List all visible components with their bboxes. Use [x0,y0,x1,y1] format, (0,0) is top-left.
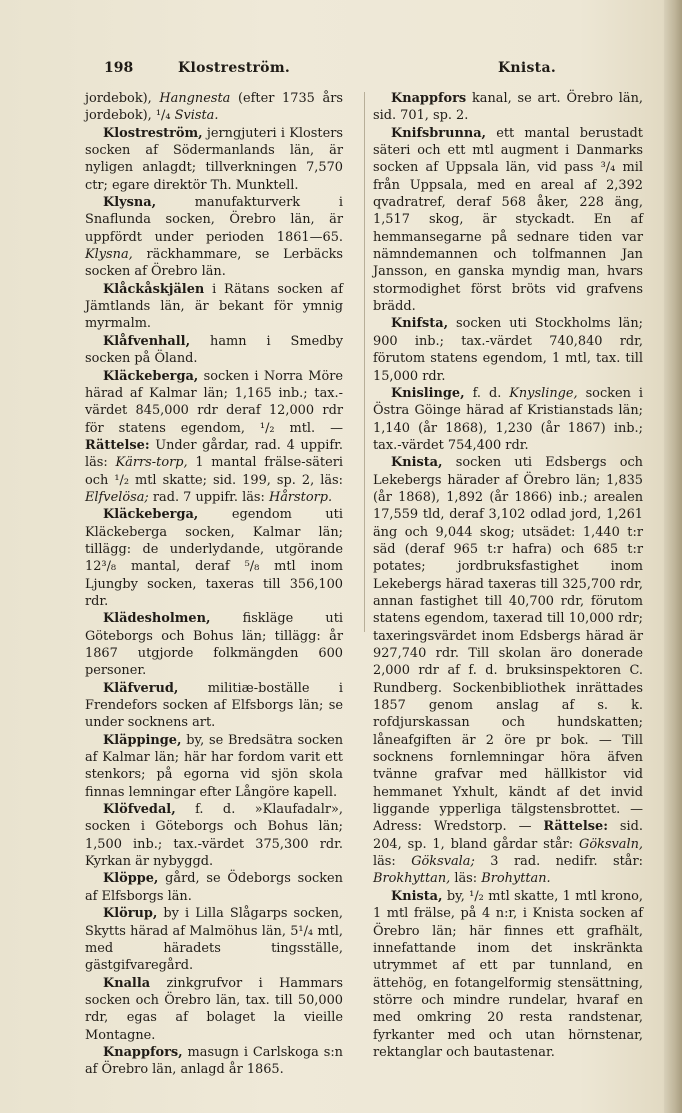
dictionary-entry [85,732,343,801]
entry-headword: Kläckeberga, [103,368,199,384]
dictionary-entry [85,680,343,732]
dictionary-entry [373,315,643,384]
entry-text: 3 rad. nedifr. står: [474,854,643,870]
entry-text: f. d. »Klaufadalr», socken i Göteborgs och Bohus län; 1,500 inb.; tax.-värdet 375,300 rdr. Kyrkan är nybyggd. [85,802,343,870]
entry-text: fiskläge uti Göteborgs och Bohus län; tillägg: år 1867 utgjorde folkmängden 600 personer. [85,611,343,679]
entry-text: militiæ-boställe i Frendefors socken af Elfsborgs län; se under socknens art. [85,680,343,731]
dictionary-entry [85,610,343,679]
entry-text: hamn i Smedby socken på Öland. [85,333,343,367]
entry-text: socken uti Stockholms län; 900 inb.; tax.-värdet 740,840 rdr, förutom statens egendom, 1 mtl, tax. till 15,000 rdr. [373,316,643,384]
entry-headword: Knappfors [391,91,467,106]
entry-text: i Rätans socken af Jämtlands län, är bekant för ymnig myrmalm. [85,281,343,332]
header-left-word: Klostreström. [178,60,291,76]
right-column [373,90,643,1061]
header-right-word: Knista. [497,60,556,76]
italic-term: Kärrs-torp, [115,455,188,471]
dictionary-entry [85,333,343,368]
entry-text: masugn i Carlskoga s:n af Örebro län, anlagd år 1865. [85,1044,343,1078]
entry-text: socken uti Edsbergs och Lekebergs härader af Örebro län; 1,835 (år 1868), 1,892 (år 1866) inb.; arealen 17,559 tld, deraf 3,102 odlad jord, 1,261 äng och 9,044 skog; utsädet: 1,440 t:r säd (deraf 965 t:r hafra) och 685 t:r potates; jordbruksfastighet inom Lekebergs härad taxeras till 325,700 rdr, annan fastighet till 40,700 rdr, förutom statens egendom, taxerad till 10,000 rdr; taxeringsvärdet inom Edsbergs härad är 927,740 rdr. Till skolan äro donerade 2,000 rdr af f. d. bruksinspektoren C. Rundberg. Sockenbibliothek inrättades 1857 genom anslag af s. k. rofdjurskassan och hundskatten; låneafgiften är 2 öre pr bok. — Till socknens fornlemningar höra äfven tvänne grafvar med hällkistor vid hemmanet Yxhult, kändt af det invid liggande ypperliga tälgstensbrottet. — Adress: Wredstorp. — [373,455,643,835]
bold-term: Rättelse: [543,819,608,835]
entry-headword: Kläckeberga, [103,507,199,523]
entry-text: manufakturverk i Snaflunda socken, Örebro län, är uppfördt under perioden 1861—65. [85,195,343,245]
entry-text: räckhammare, se Lerbäcks socken af Örebro län. [85,247,343,280]
italic-term: Göksvaln, [579,836,643,852]
entry-headword: Klädesholmen, [103,611,211,627]
entry-text: ett mantal berustadt säteri och ett mtl augment i Danmarks socken af Uppsala län, vid pass ³/₄ mil från Uppsala, med en areal af 2,392 qvadratref, deraf 568 åker, 228 äng, 1,517 skog, är styckadt. En af hemmansegarne på sednare tiden var nämndemannen och tolfmannen Jan Jansson, en ganska myndig man, hvars stormodighet först bröts vid grafvens brädd. [373,125,643,315]
entry-text: 1 mantal frälse-säteri och ¹/₂ mtl skatte; sid. 199, sp. 2, läs: [85,455,343,488]
entry-text: f. d. [464,385,510,401]
entry-text: läs: [373,854,412,870]
entry-headword: Knifsbrunna, [391,125,487,141]
dictionary-entry [85,870,343,905]
entry-text: Under gårdar, rad. 4 uppifr. läs: [85,437,343,471]
entry-headword: Klöppe, [103,871,159,887]
entry-text: jordebok), [85,91,160,106]
entry-text: socken i Norra Möre härad af Kalmar län; 1,165 inb.; tax.-värdet 845,000 rdr deraf 12,000 rdr för statens egendom, ¹/₂ mtl. — [85,368,343,436]
entry-headword: Knappfors, [103,1044,183,1060]
dictionary-entry [85,194,343,281]
entry-headword: Knista, [391,455,443,471]
italic-term: Klysna, [85,247,133,263]
entry-headword: Klåckåskjälen [103,281,205,297]
entry-headword: Kläfverud, [103,680,179,696]
entry-headword: Knista, [391,888,443,904]
dictionary-entry [85,801,343,870]
entry-headword: Knislinge, [391,385,465,401]
left-column [85,90,343,1079]
entry-headword: Klöfvedal, [103,802,176,818]
italic-term: Knyslinge, [509,385,578,401]
running-header [104,60,556,82]
dictionary-entry [85,975,343,1044]
dictionary-entry [373,90,643,125]
page-edge [664,0,682,1113]
italic-term: Hårstorp. [268,489,333,505]
entry-text: by i Lilla Slågarps socken, Skytts härad af Malmöhus län, 5¹/₄ mtl, med häradets tingsställe, gästgifvaregård. [85,906,343,974]
italic-term: Göksvala; [411,854,475,870]
dictionary-entry [85,1044,343,1079]
entry-headword: Knalla [103,975,151,991]
dictionary-entry [85,90,343,125]
entry-text: zinkgrufvor i Hammars socken och Örebro län, tax. till 50,000 rdr, egas af bolaget la vieille Montagne. [85,975,343,1043]
dictionary-entry [85,125,343,194]
entry-text: by, se Bredsätra socken af Kalmar län; här har fordom varit ett stenkors; på egorna vid sjön skola finnas lemningar efter Långöre kapell. [85,732,343,800]
entry-headword: Klysna, [103,195,157,211]
entry-text: sid. 204, sp. 1, bland gårdar står: [373,819,644,852]
entry-headword: Kläppinge, [103,732,182,748]
entry-text: by, ¹/₂ mtl skatte, 1 mtl krono, 1 mtl frälse, på 4 n:r, i Knista socken af Örebro län; här finnes ett grafhält, innefattande inom det inskränkta utrymmet af ett par tunnland, en ättehög, en fotangelformig stensättning, större och mindre rundelar, hvaraf en med omkring 20 resta randstenar, fyrkanter med och utan hörnstenar, rektanglar och bautastenar. [373,888,643,1060]
entry-text: gård, se Ödeborgs socken af Elfsborgs län. [85,871,343,904]
italic-term: Elfvelösa; [85,489,149,505]
entry-text: läs: [450,871,482,887]
italic-term: Brokhyttan, [373,871,451,887]
entry-text: rad. 7 uppifr. läs: [148,489,269,505]
entry-text: kanal, se art. Örebro län, sid. 701, sp. 2. [373,91,643,124]
entry-text: egendom uti Kläckeberga socken, Kalmar län; tillägg: de underlydande, utgörande 12³/₈ mantal, deraf ⁵/₈ mtl inom Ljungby socken, taxeras till 356,100 rdr. [85,507,343,609]
dictionary-entry [373,888,643,1061]
dictionary-entry [85,905,343,974]
entry-headword: Knifsta, [391,316,449,332]
entry-text: socken i Östra Göinge härad af Kristianstads län; 1,140 (år 1868), 1,230 (år 1867) inb.; tax.-värdet 754,400 rdr. [373,385,643,453]
bold-term: Rättelse: [85,437,150,453]
italic-term: Hangnesta [159,91,231,106]
entry-text: jerngjuteri i Klosters socken af Södermanlands län, är nyligen anlagdt; tillverkningen 7,570 ctr; egare direktör Th. Munktell. [85,125,343,193]
page-number: 198 [104,60,134,76]
italic-term: Svista. [174,108,219,124]
dictionary-entry [373,125,643,316]
entry-headword: Klörup, [103,906,158,922]
entry-text: (efter 1735 års jordebok), ¹/₄ [85,91,343,124]
entry-headword: Klostreström, [103,125,203,141]
italic-term: Brohyttan. [481,871,551,887]
column-divider [364,92,365,632]
dictionary-entry [373,385,643,454]
dictionary-entry [85,506,343,610]
dictionary-entry [85,368,343,507]
dictionary-entry [85,281,343,333]
dictionary-entry [373,454,643,888]
entry-headword: Klåfvenhall, [103,333,191,349]
